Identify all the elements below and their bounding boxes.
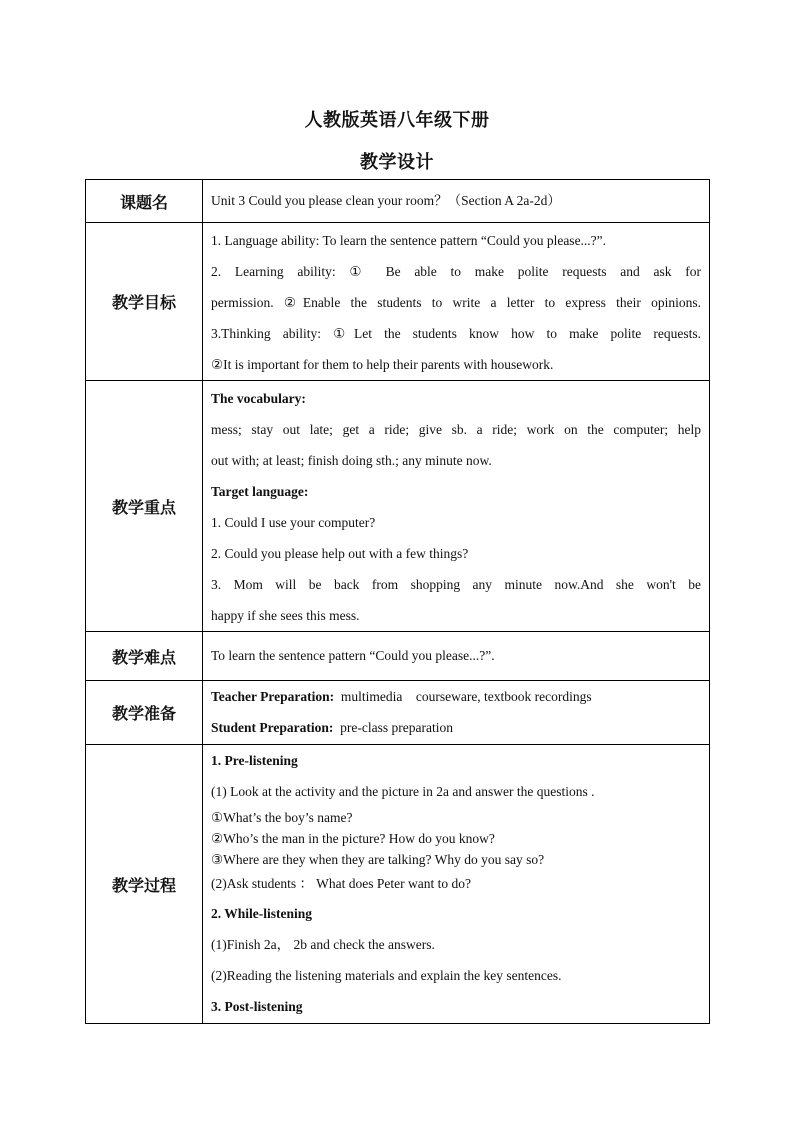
difficulties-cell: [203, 632, 710, 681]
document-title: 人教版英语八年级下册: [304, 110, 490, 131]
difficulties-value: To learn the sentence pattern “Could you please...?”.: [211, 648, 495, 663]
vocab-line: out with; at least; finish doing sth.; any minute now.: [211, 453, 492, 468]
while-listening-heading: 2. While-listening: [211, 906, 313, 921]
objective-line: permission. ②Enable the students to write a letter to express their opinions.: [211, 295, 701, 310]
teacher-prep-value: multimedia courseware, textbook recordings: [334, 689, 592, 704]
objective-line: 1. Language ability: To learn the sentence pattern “Could you please...?”.: [211, 233, 607, 248]
process-line: (1)Finish 2a， 2b and check the answers.: [211, 937, 435, 952]
objective-line: ②It is important for them to help their parents with housework.: [211, 357, 554, 372]
key-points-cell: [203, 381, 710, 632]
key-points-label: 教学重点: [86, 381, 203, 632]
vocab-line: mess; stay out late; get a ride; give sb. a ride; work on the computer; help: [211, 422, 701, 437]
process-line: (1) Look at the activity and the picture in 2a and answer the questions .: [211, 784, 595, 799]
topic-label: 课题名: [86, 180, 203, 223]
document-subtitle: 教学设计: [360, 152, 434, 173]
target-line: 1. Could I use your computer?: [211, 515, 376, 530]
objective-line: 2. Learning ability: ① Be able to make polite requests and ask for: [211, 264, 701, 279]
process-cell: [203, 745, 710, 1024]
table-row-topic: [86, 180, 710, 223]
student-prep-value: pre-class preparation: [333, 720, 453, 735]
preparation-cell: [203, 681, 710, 745]
table-row-objectives: [86, 223, 710, 381]
process-label: 教学过程: [86, 745, 203, 1024]
objectives-cell: [203, 223, 710, 381]
table-row-difficulties: [86, 632, 710, 681]
teacher-prep-label: Teacher Preparation:: [211, 689, 335, 704]
topic-value: Unit 3 Could you please clean your room？（Section A 2a-2d）: [211, 193, 561, 208]
process-question: ③Where are they when they are talking? Why do you say so?: [211, 852, 545, 867]
process-line: (2)Ask students ： What does Peter want to do?: [211, 876, 471, 891]
objectives-label: 教学目标: [86, 223, 203, 381]
preparation-label: 教学准备: [86, 681, 203, 745]
objective-line: 3.Thinking ability: ①Let the students know how to make polite requests.: [211, 326, 701, 341]
table-row-preparation: [86, 681, 710, 745]
difficulties-label: 教学难点: [86, 632, 203, 681]
target-line: 2. Could you please help out with a few things?: [211, 546, 469, 561]
process-question: ①What’s the boy’s name?: [211, 810, 353, 825]
target-heading: Target language:: [211, 484, 309, 499]
process-line: (2)Reading the listening materials and explain the key sentences.: [211, 968, 562, 983]
table-row-process: [86, 745, 710, 1024]
lesson-plan-table: [85, 179, 710, 1024]
target-line: happy if she sees this mess.: [211, 608, 360, 623]
pre-listening-heading: 1. Pre-listening: [211, 753, 298, 768]
student-prep-label: Student Preparation:: [211, 720, 334, 735]
table-row-key-points: [86, 381, 710, 632]
vocab-heading: The vocabulary:: [211, 391, 306, 406]
topic-cell: [203, 180, 710, 223]
process-question: ②Who’s the man in the picture? How do you know?: [211, 831, 495, 846]
target-line: 3. Mom will be back from shopping any minute now.And she won't be: [211, 577, 701, 592]
post-listening-heading: 3. Post-listening: [211, 999, 303, 1014]
